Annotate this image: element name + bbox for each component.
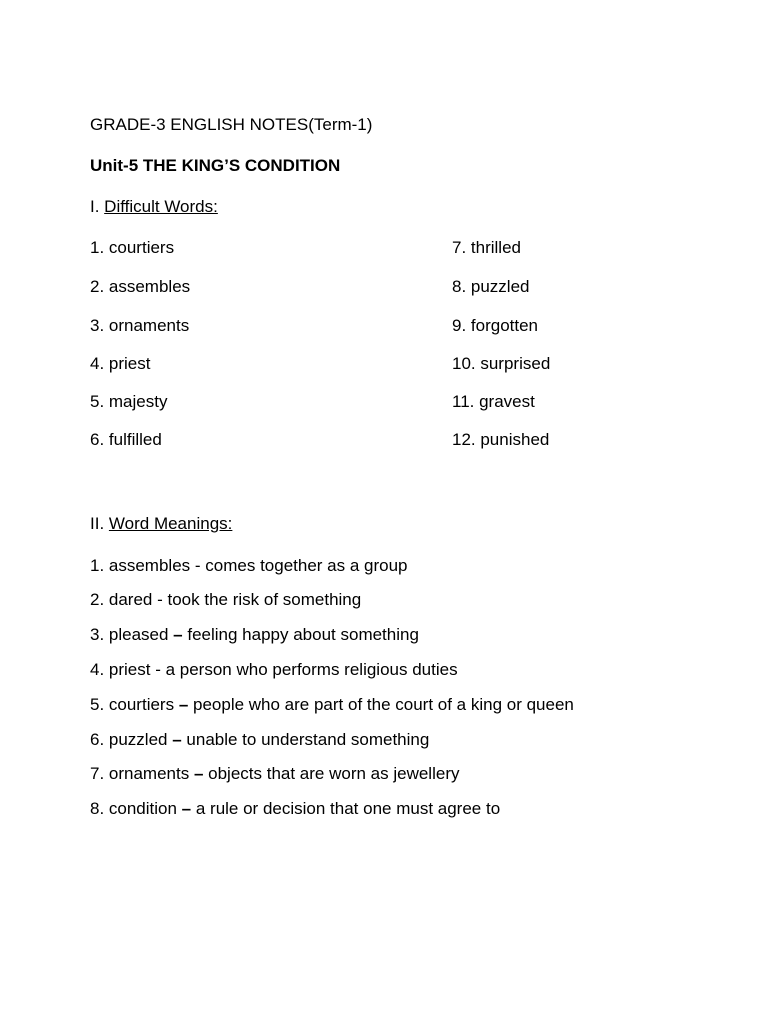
word-meaning-item: [90, 590, 361, 610]
meaning-separator: –: [176, 799, 196, 818]
meaning-separator: –: [189, 764, 209, 783]
grade-title: GRADE-3 ENGLISH NOTES(Term-1): [90, 115, 373, 134]
difficult-word-item: 7. thrilled: [452, 238, 521, 257]
difficult-word-item: 11. gravest: [452, 392, 535, 411]
meaning-definition: comes together as a group: [205, 556, 408, 575]
meaning-definition: objects that are worn as jewellery: [208, 764, 460, 783]
meaning-definition: took the risk of something: [167, 590, 362, 609]
unit-name: THE KING’S CONDITION: [142, 156, 341, 175]
section-title: Word Meanings:: [108, 514, 233, 533]
word-meaning-item: [90, 695, 574, 715]
meaning-term: 1. assembles: [90, 556, 191, 575]
meaning-definition: unable to understand something: [186, 730, 430, 749]
meaning-term: 8. condition: [90, 799, 177, 818]
section-number: II.: [90, 514, 109, 533]
meaning-definition: people who are part of the court of a king or queen: [193, 695, 574, 714]
meaning-term: 5. courtiers: [90, 695, 175, 714]
meaning-term: 2. dared: [90, 590, 153, 609]
difficult-word-item: 12. punished: [452, 430, 550, 449]
difficult-word-item: 6. fulfilled: [90, 430, 162, 449]
difficult-word-item: 3. ornaments: [90, 316, 190, 335]
meaning-definition: feeling happy about something: [187, 625, 419, 644]
difficult-word-item: 5. majesty: [90, 392, 168, 411]
word-meaning-item: [90, 764, 459, 784]
meaning-term: 6. puzzled: [90, 730, 168, 749]
section-heading-difficult-words: [90, 197, 218, 217]
difficult-word-item: 1. courtiers: [90, 238, 175, 257]
word-meaning-item: [90, 660, 458, 680]
section-title: Difficult Words:: [104, 197, 218, 216]
difficult-word-item: 4. priest: [90, 354, 151, 373]
meaning-separator: -: [152, 590, 168, 609]
word-meaning-item: [90, 730, 429, 750]
meaning-separator: –: [168, 625, 188, 644]
unit-prefix: Unit-5: [90, 156, 143, 175]
meaning-definition: a person who performs religious duties: [165, 660, 458, 679]
meaning-separator: –: [167, 730, 187, 749]
meaning-term: 4. priest: [90, 660, 151, 679]
difficult-word-item: 8. puzzled: [452, 277, 530, 296]
meaning-definition: a rule or decision that one must agree to: [195, 799, 501, 818]
section-heading-word-meanings: [90, 514, 232, 534]
meaning-separator: -: [150, 660, 166, 679]
difficult-word-item: 10. surprised: [452, 354, 551, 373]
word-meaning-item: [90, 556, 408, 576]
unit-title: [90, 156, 340, 176]
word-meaning-item: [90, 625, 419, 645]
meaning-term: 7. ornaments: [90, 764, 190, 783]
difficult-word-item: 2. assembles: [90, 277, 191, 296]
meaning-separator: –: [174, 695, 193, 714]
word-meaning-item: [90, 799, 500, 819]
meaning-separator: -: [190, 556, 206, 575]
difficult-word-item: 9. forgotten: [452, 316, 539, 335]
section-number: I.: [90, 197, 105, 216]
meaning-term: 3. pleased: [90, 625, 169, 644]
